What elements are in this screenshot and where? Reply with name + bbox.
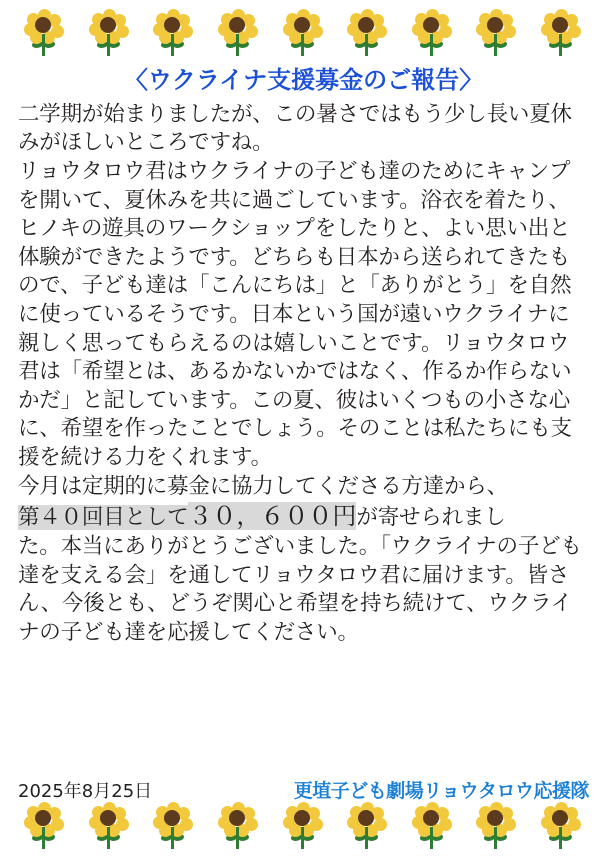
sunflower-icon (216, 10, 262, 58)
sunflower-icon (216, 803, 262, 851)
sunflower-center (552, 17, 568, 33)
sunflower-stem (236, 827, 239, 849)
sunflower-center (100, 17, 116, 33)
sunflower-icon (87, 10, 133, 58)
document-body (0, 58, 607, 772)
sunflower-stem (430, 827, 433, 849)
sunflower-icon (539, 803, 585, 851)
sunflower-stem (236, 34, 239, 56)
sunflower-stem (301, 34, 304, 56)
sunflower-icon (474, 803, 520, 851)
sunflower-icon (474, 10, 520, 58)
sunflower-stem (559, 827, 562, 849)
sunflower-center (100, 810, 116, 826)
paragraph-1: 二学期が始まりましたが、この暑さではもう少し長い夏休みがほしいところですね。 (18, 101, 572, 156)
bottom-sunflower-border (0, 803, 607, 851)
sunflower-icon (281, 803, 327, 851)
sunflower-center (229, 17, 245, 33)
page-title: 〈ウクライナ支援募金のご報告〉 (123, 66, 484, 94)
donation-line (18, 501, 589, 533)
sunflower-stem (107, 34, 110, 56)
sunflower-stem (42, 34, 45, 56)
sunflower-icon (345, 803, 391, 851)
sunflower-icon (410, 10, 456, 58)
sunflower-icon (22, 803, 68, 851)
paragraph-2: リョウタロウ君はウクライナの子ども達のためにキャンプを開いて、夏休みを共に過ごしています。浴衣を着たり、ヒノキの遊具のワークショップをしたりと、よい思い出と体験ができたようです。どちらも日本から送られてきたもので、子ども達は「こんにちは」と「ありがとう」を自然に使っているそうです。日本という国が遠いウクライナに親しく思ってもらえるのは嬉しいことです。リョウタロウ君は「希望とは、あるかないかではなく、作るか作らないかだ」と記しています。この夏、彼はいくつもの小さな心に、希望を作ったことでしょう。そのことは私たちにも支援を続ける力をくれます。 (18, 158, 572, 470)
sunflower-center (358, 810, 374, 826)
date-text: 2025年8月25日 (18, 781, 153, 802)
document-footer (0, 772, 607, 803)
closing-paragraph: た。本当にありがとうございました。「ウクライナの子ども達を支える会」を通してリョウタロウ君に届けます。皆さん、今後とも、どうぞ関心と希望を持ち続けて、ウクライナの子ども達を応援してください。 (18, 534, 582, 645)
sunflower-stem (559, 34, 562, 56)
sunflower-stem (494, 827, 497, 849)
sunflower-icon (151, 803, 197, 851)
sunflower-stem (430, 34, 433, 56)
sunflower-center (294, 17, 310, 33)
sunflower-icon (539, 10, 585, 58)
sunflower-stem (107, 827, 110, 849)
sunflower-center (294, 810, 310, 826)
sunflower-center (423, 17, 439, 33)
sunflower-icon (281, 10, 327, 58)
sunflower-stem (365, 34, 368, 56)
sunflower-stem (171, 827, 174, 849)
sunflower-center (229, 810, 245, 826)
sunflower-stem (494, 34, 497, 56)
sunflower-icon (410, 803, 456, 851)
sunflower-center (35, 810, 51, 826)
sunflower-center (35, 17, 51, 33)
sunflower-icon (87, 803, 133, 851)
sunflower-stem (171, 34, 174, 56)
signature-text: 更埴子ども劇場リョウタロウ応援隊 (293, 780, 589, 802)
sunflower-center (358, 17, 374, 33)
donation-suffix: が寄せられまし (356, 505, 506, 531)
donation-count-label: 第４０回目として (18, 505, 189, 531)
sunflower-center (552, 810, 568, 826)
sunflower-icon (151, 10, 197, 58)
top-sunflower-border (0, 10, 607, 58)
sunflower-stem (42, 827, 45, 849)
sunflower-stem (301, 827, 304, 849)
sunflower-stem (365, 827, 368, 849)
sunflower-center (423, 810, 439, 826)
sunflower-icon (345, 10, 391, 58)
sunflower-icon (22, 10, 68, 58)
donation-amount: ３０，６００円 (188, 502, 357, 531)
paragraph-3: 今月は定期的に募金に協力してくださる方達から、 (18, 473, 508, 499)
